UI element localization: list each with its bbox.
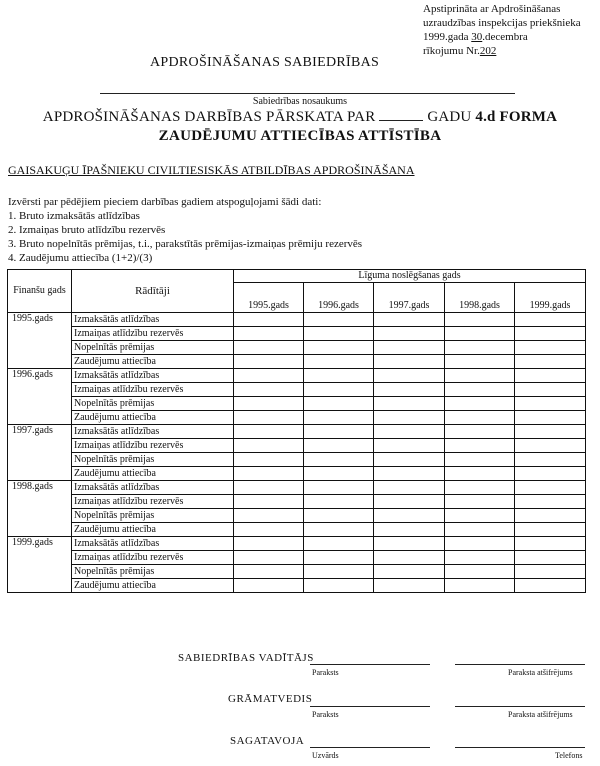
value-cell[interactable] <box>234 453 304 467</box>
value-cell[interactable] <box>304 341 374 355</box>
table-row <box>8 369 586 383</box>
accountant-label: GRĀMATVEDIS <box>228 693 313 705</box>
value-cell[interactable] <box>515 341 586 355</box>
approval-line-1: Apstiprināta ar Apdrošināšanas <box>423 3 561 15</box>
approval-note <box>423 2 581 58</box>
table-row <box>8 523 586 537</box>
value-cell[interactable] <box>515 579 586 593</box>
value-cell[interactable] <box>515 369 586 383</box>
indicator-cell: Nopelnītās prēmijas <box>72 341 234 355</box>
report-title-part2: GADU <box>427 109 472 125</box>
value-cell[interactable] <box>445 537 515 551</box>
table-row <box>8 509 586 523</box>
financial-year-cell: 1999.gads <box>8 537 72 593</box>
company-name-line[interactable] <box>100 93 515 94</box>
value-cell[interactable] <box>374 411 445 425</box>
value-cell[interactable] <box>234 579 304 593</box>
table-row <box>8 411 586 425</box>
indicator-cell: Izmaksātās atlīdzības <box>72 425 234 439</box>
value-cell[interactable] <box>374 523 445 537</box>
indicator-cell: Zaudējumu attiecība <box>72 523 234 537</box>
table-row <box>8 579 586 593</box>
head-label: SABIEDRĪBAS VADĪTĀJS <box>178 652 314 664</box>
report-title <box>0 109 600 126</box>
table-row <box>8 341 586 355</box>
table-row <box>8 327 586 341</box>
value-cell[interactable] <box>304 523 374 537</box>
report-year-blank[interactable] <box>379 120 423 121</box>
value-cell[interactable] <box>374 439 445 453</box>
value-cell[interactable] <box>374 453 445 467</box>
company-name-caption: Sabiedrības nosaukums <box>252 96 348 107</box>
approval-order-prefix: rīkojumu Nr. <box>423 45 480 57</box>
financial-year-cell: 1998.gads <box>8 481 72 537</box>
report-subtitle: ZAUDĒJUMU ATTIECĪBAS ATTĪSTĪBA <box>158 128 442 144</box>
value-cell[interactable] <box>374 383 445 397</box>
value-cell[interactable] <box>234 369 304 383</box>
approval-line-4 <box>423 44 581 58</box>
value-cell[interactable] <box>234 495 304 509</box>
value-cell[interactable] <box>515 509 586 523</box>
value-cell[interactable] <box>374 565 445 579</box>
head-decoding-caption: Paraksta atšifrējums <box>508 668 573 677</box>
indicator-cell: Nopelnītās prēmijas <box>72 453 234 467</box>
head-decoding-line[interactable] <box>455 664 585 665</box>
form-label: 4.d FORMA <box>475 109 558 125</box>
indicator-cell: Nopelnītās prēmijas <box>72 565 234 579</box>
value-cell[interactable] <box>234 341 304 355</box>
indicator-cell: Izmaksātās atlīdzības <box>72 537 234 551</box>
indicator-cell: Nopelnītās prēmijas <box>72 397 234 411</box>
header-year: 1998.gads <box>445 283 515 313</box>
value-cell[interactable] <box>445 509 515 523</box>
financial-year-cell: 1995.gads <box>8 313 72 369</box>
value-cell[interactable] <box>234 551 304 565</box>
value-cell[interactable] <box>515 327 586 341</box>
value-cell[interactable] <box>515 411 586 425</box>
value-cell[interactable] <box>515 313 586 327</box>
indicator-cell: Zaudējumu attiecība <box>72 467 234 481</box>
value-cell[interactable] <box>234 411 304 425</box>
value-cell[interactable] <box>445 439 515 453</box>
value-cell[interactable] <box>304 411 374 425</box>
value-cell[interactable] <box>234 313 304 327</box>
head-signature-line[interactable] <box>310 664 430 665</box>
head-signature-caption: Paraksts <box>312 668 339 677</box>
value-cell[interactable] <box>515 355 586 369</box>
table-row <box>8 565 586 579</box>
header-year: 1996.gads <box>304 283 374 313</box>
indicator-cell: Izmaksātās atlīdzības <box>72 369 234 383</box>
value-cell[interactable] <box>304 313 374 327</box>
value-cell[interactable] <box>445 551 515 565</box>
value-cell[interactable] <box>234 439 304 453</box>
value-cell[interactable] <box>374 537 445 551</box>
accountant-decoding-line[interactable] <box>455 706 585 707</box>
approval-line-2: uzraudzības inspekcijas priekšnieka <box>423 17 581 29</box>
value-cell[interactable] <box>304 565 374 579</box>
value-cell[interactable] <box>374 495 445 509</box>
value-cell[interactable] <box>515 453 586 467</box>
indicator-cell: Zaudējumu attiecība <box>72 355 234 369</box>
value-cell[interactable] <box>374 397 445 411</box>
intro-lead: Izvērsti par pēdējiem pieciem darbības gadiem atspoguļojami šādi dati: <box>8 196 322 208</box>
preparer-surname-caption: Uzvārds <box>312 751 339 760</box>
header-year: 1995.gads <box>234 283 304 313</box>
value-cell[interactable] <box>445 397 515 411</box>
value-cell[interactable] <box>515 551 586 565</box>
value-cell[interactable] <box>445 341 515 355</box>
value-cell[interactable] <box>234 397 304 411</box>
table-row <box>8 537 586 551</box>
preparer-surname-line[interactable] <box>310 747 430 748</box>
value-cell[interactable] <box>374 355 445 369</box>
value-cell[interactable] <box>234 481 304 495</box>
value-cell[interactable] <box>445 565 515 579</box>
accountant-signature-line[interactable] <box>310 706 430 707</box>
indicator-cell: Izmaiņas atlīdzību rezervēs <box>72 495 234 509</box>
value-cell[interactable] <box>515 523 586 537</box>
approval-day: 30 <box>471 31 483 43</box>
value-cell[interactable] <box>304 327 374 341</box>
header-year: 1999.gads <box>515 283 586 313</box>
intro-item: 1. Bruto izmaksātās atlīdzības <box>8 210 140 222</box>
value-cell[interactable] <box>374 481 445 495</box>
table-row <box>8 439 586 453</box>
value-cell[interactable] <box>304 383 374 397</box>
indicator-cell: Nopelnītās prēmijas <box>72 509 234 523</box>
header-indicators: Rādītāji <box>72 270 234 313</box>
value-cell[interactable] <box>374 509 445 523</box>
indicator-cell: Izmaksātās atlīdzības <box>72 481 234 495</box>
value-cell[interactable] <box>515 481 586 495</box>
value-cell[interactable] <box>515 397 586 411</box>
value-cell[interactable] <box>234 523 304 537</box>
value-cell[interactable] <box>445 425 515 439</box>
table-row <box>8 355 586 369</box>
value-cell[interactable] <box>304 439 374 453</box>
accountant-decoding-caption: Paraksta atšifrējums <box>508 710 573 719</box>
value-cell[interactable] <box>234 425 304 439</box>
approval-date-suffix: .decembra <box>482 31 528 43</box>
table-row <box>8 495 586 509</box>
value-cell[interactable] <box>445 453 515 467</box>
accountant-signature-caption: Paraksts <box>312 710 339 719</box>
table-row <box>8 313 586 327</box>
financial-year-cell: 1997.gads <box>8 425 72 481</box>
value-cell[interactable] <box>234 467 304 481</box>
table-row <box>8 551 586 565</box>
section-title: GAISAKUĢU ĪPAŠNIEKU CIVILTIESISKĀS ATBILDĪBAS APDROŠINĀŠANA <box>8 163 415 177</box>
value-cell[interactable] <box>515 425 586 439</box>
value-cell[interactable] <box>374 341 445 355</box>
value-cell[interactable] <box>234 327 304 341</box>
value-cell[interactable] <box>515 383 586 397</box>
indicator-cell: Izmaiņas atlīdzību rezervēs <box>72 551 234 565</box>
indicator-cell: Izmaksātās atlīdzības <box>72 313 234 327</box>
value-cell[interactable] <box>445 369 515 383</box>
value-cell[interactable] <box>515 439 586 453</box>
indicator-cell: Izmaiņas atlīdzību rezervēs <box>72 383 234 397</box>
value-cell[interactable] <box>304 467 374 481</box>
value-cell[interactable] <box>445 327 515 341</box>
value-cell[interactable] <box>515 537 586 551</box>
report-title-part1: APDROŠINĀŠANAS DARBĪBAS PĀRSKATA PAR <box>42 109 376 125</box>
value-cell[interactable] <box>304 369 374 383</box>
approval-date-prefix: 1999.gada <box>423 31 472 43</box>
value-cell[interactable] <box>374 425 445 439</box>
value-cell[interactable] <box>304 495 374 509</box>
intro-item: 4. Zaudējumu attiecība (1+2)/(3) <box>8 252 153 264</box>
value-cell[interactable] <box>445 523 515 537</box>
header-year: 1997.gads <box>374 283 445 313</box>
value-cell[interactable] <box>234 383 304 397</box>
table-row <box>8 467 586 481</box>
value-cell[interactable] <box>515 565 586 579</box>
value-cell[interactable] <box>304 355 374 369</box>
intro-list <box>8 195 362 265</box>
value-cell[interactable] <box>445 579 515 593</box>
value-cell[interactable] <box>234 509 304 523</box>
value-cell[interactable] <box>304 453 374 467</box>
indicator-cell: Zaudējumu attiecība <box>72 579 234 593</box>
value-cell[interactable] <box>515 467 586 481</box>
financial-year-cell: 1996.gads <box>8 369 72 425</box>
approval-order-number: 202 <box>479 45 497 57</box>
value-cell[interactable] <box>374 327 445 341</box>
value-cell[interactable] <box>304 509 374 523</box>
preparer-phone-line[interactable] <box>455 747 585 748</box>
approval-line-3 <box>423 30 581 44</box>
header-contract-year: Līguma noslēgšanas gads <box>234 270 586 283</box>
value-cell[interactable] <box>374 313 445 327</box>
loss-ratio-table <box>7 269 586 593</box>
table-row <box>8 383 586 397</box>
preparer-phone-caption: Telefons <box>555 751 583 760</box>
indicator-cell: Zaudējumu attiecība <box>72 411 234 425</box>
table-row <box>8 397 586 411</box>
value-cell[interactable] <box>304 397 374 411</box>
value-cell[interactable] <box>445 481 515 495</box>
value-cell[interactable] <box>304 537 374 551</box>
table-row <box>8 481 586 495</box>
indicator-cell: Izmaiņas atlīdzību rezervēs <box>72 327 234 341</box>
value-cell[interactable] <box>374 551 445 565</box>
value-cell[interactable] <box>304 579 374 593</box>
header-financial-year: Finanšu gads <box>8 270 72 313</box>
value-cell[interactable] <box>445 313 515 327</box>
value-cell[interactable] <box>445 467 515 481</box>
value-cell[interactable] <box>374 369 445 383</box>
value-cell[interactable] <box>445 495 515 509</box>
value-cell[interactable] <box>234 565 304 579</box>
table-row <box>8 453 586 467</box>
value-cell[interactable] <box>234 355 304 369</box>
value-cell[interactable] <box>374 467 445 481</box>
value-cell[interactable] <box>234 537 304 551</box>
indicator-cell: Izmaiņas atlīdzību rezervēs <box>72 439 234 453</box>
value-cell[interactable] <box>445 355 515 369</box>
company-label: APDROŠINĀŠANAS SABIEDRĪBAS <box>150 55 380 70</box>
intro-item: 2. Izmaiņas bruto atlīdzību rezervēs <box>8 224 166 236</box>
value-cell[interactable] <box>304 551 374 565</box>
value-cell[interactable] <box>374 579 445 593</box>
value-cell[interactable] <box>304 425 374 439</box>
intro-item: 3. Bruto nopelnītās prēmijas, t.i., parakstītās prēmijas-izmaiņas prēmiju rezervēs <box>8 238 363 250</box>
value-cell[interactable] <box>515 495 586 509</box>
value-cell[interactable] <box>445 383 515 397</box>
value-cell[interactable] <box>445 411 515 425</box>
table-row <box>8 425 586 439</box>
value-cell[interactable] <box>304 481 374 495</box>
preparer-label: SAGATAVOJA <box>230 735 305 747</box>
